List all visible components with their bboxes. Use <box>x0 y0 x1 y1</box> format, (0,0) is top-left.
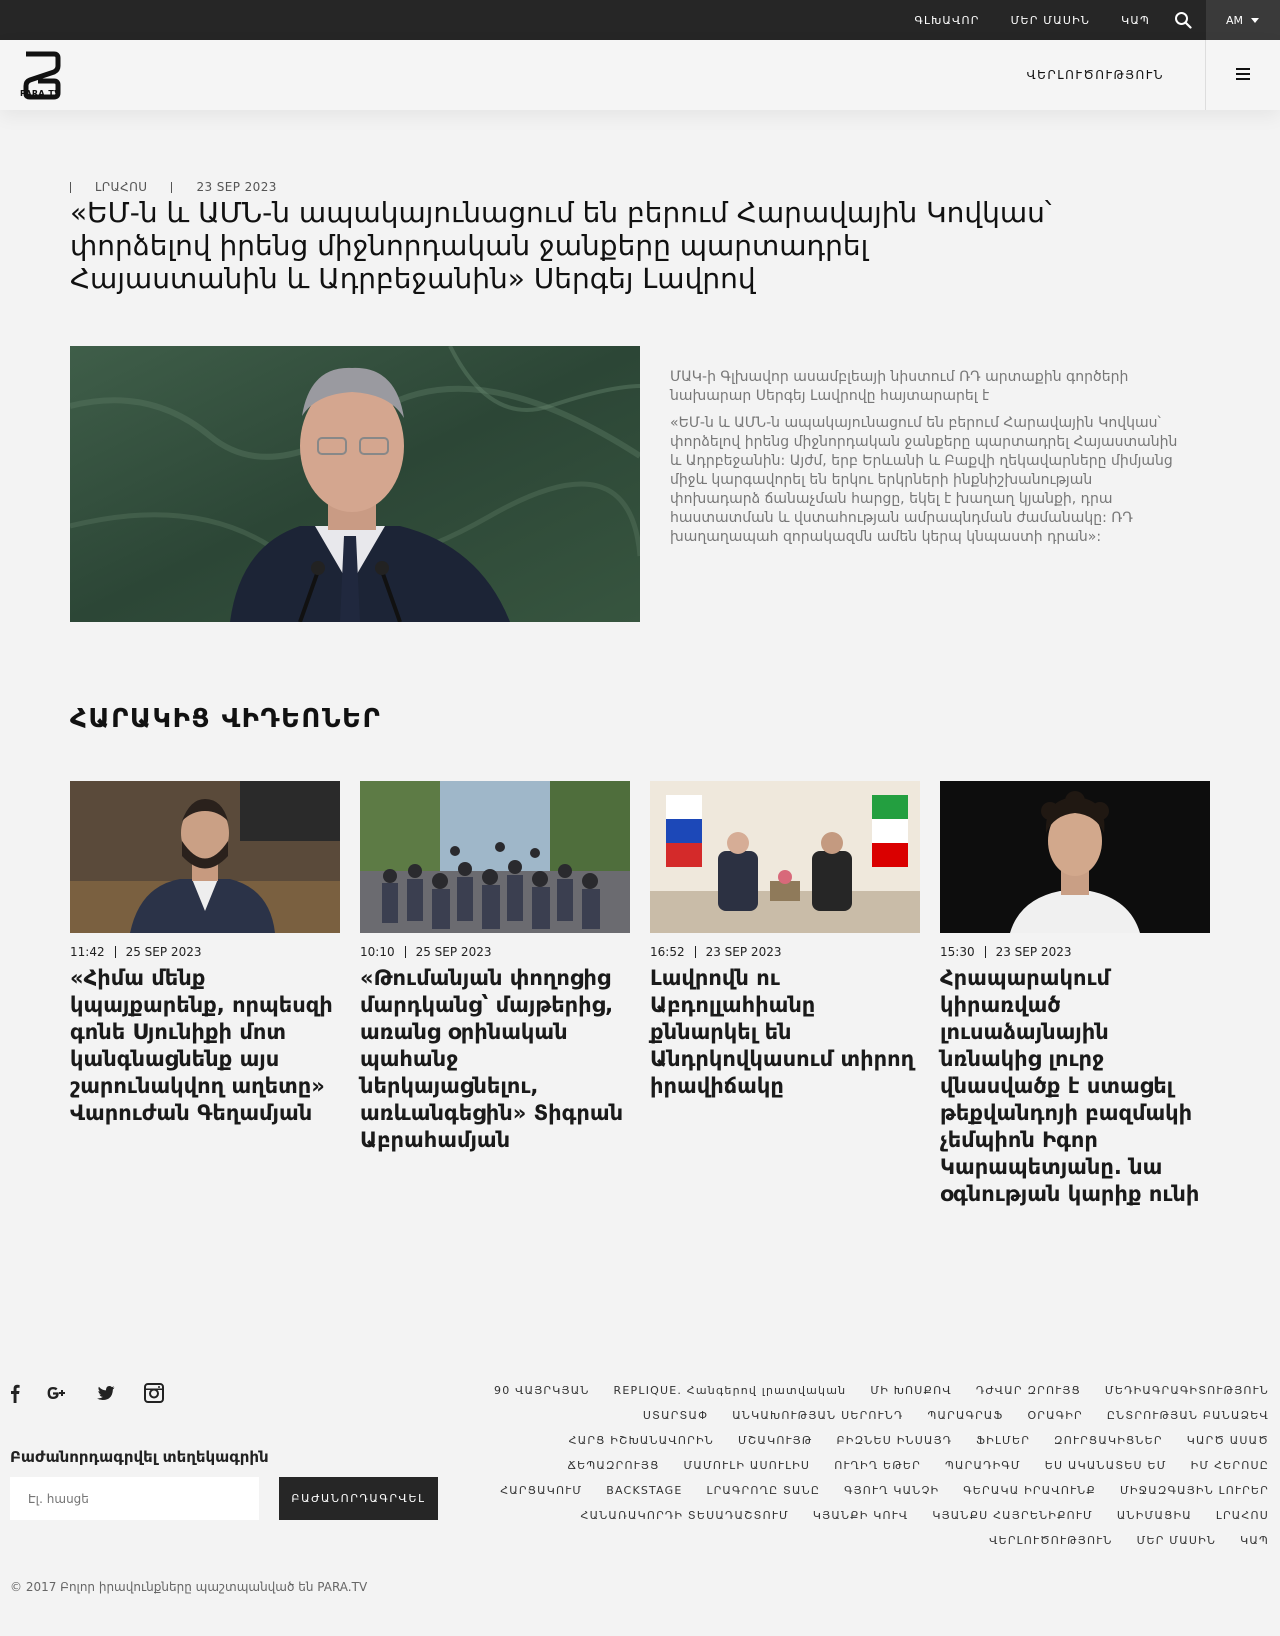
email-input[interactable] <box>10 1477 259 1520</box>
article-meta <box>70 180 277 194</box>
meta-divider <box>695 946 696 958</box>
top-nav-about[interactable]: ՄԵՐ ՄԱՍԻՆ <box>1010 13 1091 27</box>
video-card[interactable] <box>650 781 920 1100</box>
twitter-icon[interactable] <box>96 1383 115 1403</box>
footer-link[interactable]: ՄԵՐ ՄԱՍԻՆ <box>1136 1534 1217 1547</box>
footer-link[interactable]: ՀԱՆԱՌԱԿՈՐԴԻ ՏԵՍԱԴԱՇՏՈՒՄ <box>580 1509 789 1522</box>
card-time: 10:10 <box>360 945 395 959</box>
card-time: 11:42 <box>70 945 105 959</box>
footer-link[interactable]: ՄԻ ԽՈՍՔՈՎ <box>870 1384 952 1397</box>
footer-link[interactable]: ԻՄ ՀԵՐՈՍԸ <box>1190 1459 1269 1472</box>
footer-link[interactable]: ԳԵՐԱԿԱ ԻՐԱՎՈՒՆՔ <box>963 1484 1096 1497</box>
card-title[interactable]: «Թումանյան փողոցից մարդկանց՝ մայթերից, առանց օրինական պահանջ ներկայացնելու, առևանգեցին» Տիգրան Աբրահամյան <box>360 966 624 1152</box>
footer-link[interactable]: ՃԵՊԱԶՐՈՒՅՑ <box>567 1459 660 1472</box>
footer-link[interactable]: ԶՈՒՐՑԱԿԻՑՆԵՐ <box>1054 1434 1163 1447</box>
video-thumbnail[interactable] <box>70 781 340 933</box>
header-link-analysis[interactable]: ՎԵՐԼՈՒԾՈՒԹՅՈՒՆ <box>1026 68 1164 82</box>
card-date: 25 SEP 2023 <box>125 945 202 959</box>
video-thumbnail[interactable] <box>650 781 920 933</box>
meta-divider <box>171 182 172 193</box>
card-date: 23 SEP 2023 <box>995 945 1072 959</box>
google-plus-icon[interactable] <box>46 1383 68 1403</box>
header-divider <box>1205 40 1206 110</box>
search-icon[interactable] <box>1174 11 1192 29</box>
meta-divider <box>70 182 71 193</box>
card-title[interactable]: Հրապարակում կիրառված լուսաձայնային նռնակից լուրջ վնասվածք է ստացել թեքվանդոյի բազմակի չեմպիոն Իգոր Կարապետյանը. նա օգնության կարիք ունի <box>940 966 1200 1206</box>
speaker-photo <box>70 346 640 622</box>
footer-link[interactable]: ՀԱՐՑԱԿՈՒՄ <box>500 1484 583 1497</box>
footer-link[interactable]: ԳՅՈՒՂ ԿԱՆՉԻ <box>844 1484 940 1497</box>
facebook-icon[interactable] <box>10 1383 20 1403</box>
footer-link[interactable]: ԿԱՊ <box>1240 1534 1269 1547</box>
instagram-icon[interactable] <box>144 1383 164 1403</box>
top-nav <box>884 0 1150 40</box>
card-meta <box>70 945 340 959</box>
chevron-down-icon <box>1251 18 1259 23</box>
footer-link[interactable]: ՖԻԼՄԵՐ <box>976 1434 1031 1447</box>
article-title: «ԵՄ-ն և ԱՄՆ-ն ապակայունացում են բերում Հարավային Կովկաս՝ փորձելով իրենց միջնորդական ջանքերը պարտադրել Հայաստանին և Ադրբեջանին» Սերգեյ Լավրով <box>70 196 1052 295</box>
footer-link[interactable]: ԿՅԱՆՔՍ ՀԱՅՐԵՆԻՔՈՒՄ <box>932 1509 1093 1522</box>
footer-link[interactable]: ՈՒՂԻՂ ԵԹԵՐ <box>834 1459 922 1472</box>
video-thumbnail[interactable] <box>360 781 630 933</box>
footer-link[interactable]: ԸՆՏՐՈՒԹՅԱՆ ԲԱՆԱՁԵՎ <box>1106 1409 1269 1422</box>
footer-link[interactable]: ՕՐԱԳԻՐ <box>1027 1409 1083 1422</box>
card-time: 15:30 <box>940 945 975 959</box>
top-nav-contact[interactable]: ԿԱՊ <box>1121 13 1150 27</box>
lede-paragraph: «ԵՄ-ն և ԱՄՆ-ն ապակայունացում են բերում Հարավային Կովկաս՝ փորձելով իրենց միջնորդական ջանքերը պարտադրել Հայաստանին և Ադրբեջանին: Այժմ, երբ Երևանի և Բաքվի ղեկավարները միմյանց միջև կարգավորել են երկու երկրների ինքնիշխանության փոխադարձ ճանաչման հարցը, եկել է խաղաղ կյանքի, դրա հաստատման և վստահության ամրապնդման ժամանակը: ՌԴ խաղաղապահ զորակազմն ամեն կերպ կնպաստի դրան»: <box>670 415 1178 545</box>
hamburger-menu-icon[interactable] <box>1236 68 1250 80</box>
footer-link[interactable]: 90 ՎԱՅՐԿՅԱՆ <box>494 1384 590 1397</box>
language-label: AM <box>1226 13 1244 27</box>
footer-link[interactable]: ԵՍ ԱԿԱՆԱՏԵՍ ԵՄ <box>1044 1459 1167 1472</box>
footer-link[interactable]: ՍՏԱՐՏԱՓ <box>642 1409 709 1422</box>
footer-link[interactable]: ՄԵԴԻԱԳՐԱԳԻՏՈՒԹՅՈՒՆ <box>1104 1384 1269 1397</box>
footer-link[interactable]: ՄԻՋԱԶԳԱՅԻՆ ԼՈՒՐԵՐ <box>1119 1484 1269 1497</box>
card-title[interactable]: Լավրովն ու Աբդոլլահիանը քննարկել են Անդրկովկասում տիրող իրավիճակը <box>650 966 915 1098</box>
video-card[interactable] <box>360 781 630 1154</box>
card-date: 23 SEP 2023 <box>705 945 782 959</box>
footer-link[interactable]: ՄՇԱԿՈՒՅԹ <box>738 1434 813 1447</box>
logo-text: PARA.TV <box>20 89 61 98</box>
card-meta <box>940 945 1210 959</box>
meta-divider <box>115 946 116 958</box>
related-videos-title: ՀԱՐԱԿԻՑ ՎԻԴԵՈՆԵՐ <box>70 704 382 734</box>
footer-link[interactable]: ԿՅԱՆՔԻ ԿՈՒՎ <box>812 1509 909 1522</box>
footer-link[interactable]: ՄԱՄՈՒԼԻ ԱՍՈՒԼԻՍ <box>683 1459 811 1472</box>
subscribe-button[interactable]: ԲԱԺԱՆՈՐԴԱԳՐՎԵԼ <box>279 1477 438 1520</box>
footer-link[interactable]: ԱՆԿԱԽՈՒԹՅԱՆ ՍԵՐՈՒՆԴ <box>732 1409 904 1422</box>
article-hero-image <box>70 346 640 622</box>
meta-divider <box>985 946 986 958</box>
footer-link[interactable]: ԿԱՐԾ ԱՍԱԾ <box>1186 1434 1269 1447</box>
newsletter-label: Բաժանորդագրվել տեղեկագրին <box>10 1448 269 1466</box>
footer-link[interactable]: ՊԱՐԱԴԻԳՄ <box>945 1459 1021 1472</box>
video-thumbnail[interactable] <box>940 781 1210 933</box>
card-date: 25 SEP 2023 <box>415 945 492 959</box>
top-nav-home[interactable]: ԳԼԽԱՎՈՐ <box>914 13 980 27</box>
footer-link[interactable]: ՊԱՐԱԳՐԱՖ <box>927 1409 1004 1422</box>
site-header <box>0 40 1280 110</box>
footer-link[interactable]: REPLIQUE. Հանգերով լրատվական <box>613 1384 847 1397</box>
footer-link[interactable]: ՎԵՐԼՈՒԾՈՒԹՅՈՒՆ <box>989 1534 1113 1547</box>
card-title[interactable]: «Հիմա մենք կպայքարենք, որպեսզի գոնե Սյունիքի մոտ կանգնացնենք այս շարունակվող աղետը» Վարուժան Գեղամյան <box>70 966 333 1125</box>
footer-link[interactable]: BACKSTAGE <box>606 1484 683 1497</box>
video-card[interactable] <box>940 781 1210 1208</box>
lede-paragraph: ՄԱԿ-ի Գլխավոր ասամբլեայի նիստում ՌԴ արտաքին գործերի նախարար Սերգեյ Լավրովը հայտարարել է <box>670 369 1129 404</box>
article-category[interactable]: ԼՐԱՀՈՍ <box>95 180 148 194</box>
card-time: 16:52 <box>650 945 685 959</box>
card-meta <box>360 945 630 959</box>
language-selector[interactable] <box>1206 0 1280 40</box>
top-bar <box>0 0 1280 40</box>
footer-link[interactable]: ԴԺՎԱՐ ԶՐՈՒՅՑ <box>975 1384 1081 1397</box>
meta-divider <box>405 946 406 958</box>
footer-link[interactable]: ԼՐԱՀՈՍ <box>1215 1509 1269 1522</box>
footer-nav <box>469 1382 1269 1549</box>
card-meta <box>650 945 920 959</box>
footer-link[interactable]: ԼՐԱԳՐՈՂԸ ՏԱՆԸ <box>706 1484 821 1497</box>
footer-link[interactable]: ԲԻԶՆԵՍ ԻՆՍԱՅԴ <box>836 1434 953 1447</box>
copyright: © 2017 Բոլոր իրավունքները պաշտպանված են PARA.TV <box>10 1580 368 1594</box>
footer-link[interactable]: ՀԱՐՑ ԻՇԽԱՆԱՎՈՐԻՆ <box>568 1434 714 1447</box>
article-lede <box>670 368 1180 555</box>
video-card[interactable] <box>70 781 340 1127</box>
article-date: 23 SEP 2023 <box>196 180 277 194</box>
footer-link[interactable]: ԱՆԻՄԱՑԻԱ <box>1116 1509 1192 1522</box>
